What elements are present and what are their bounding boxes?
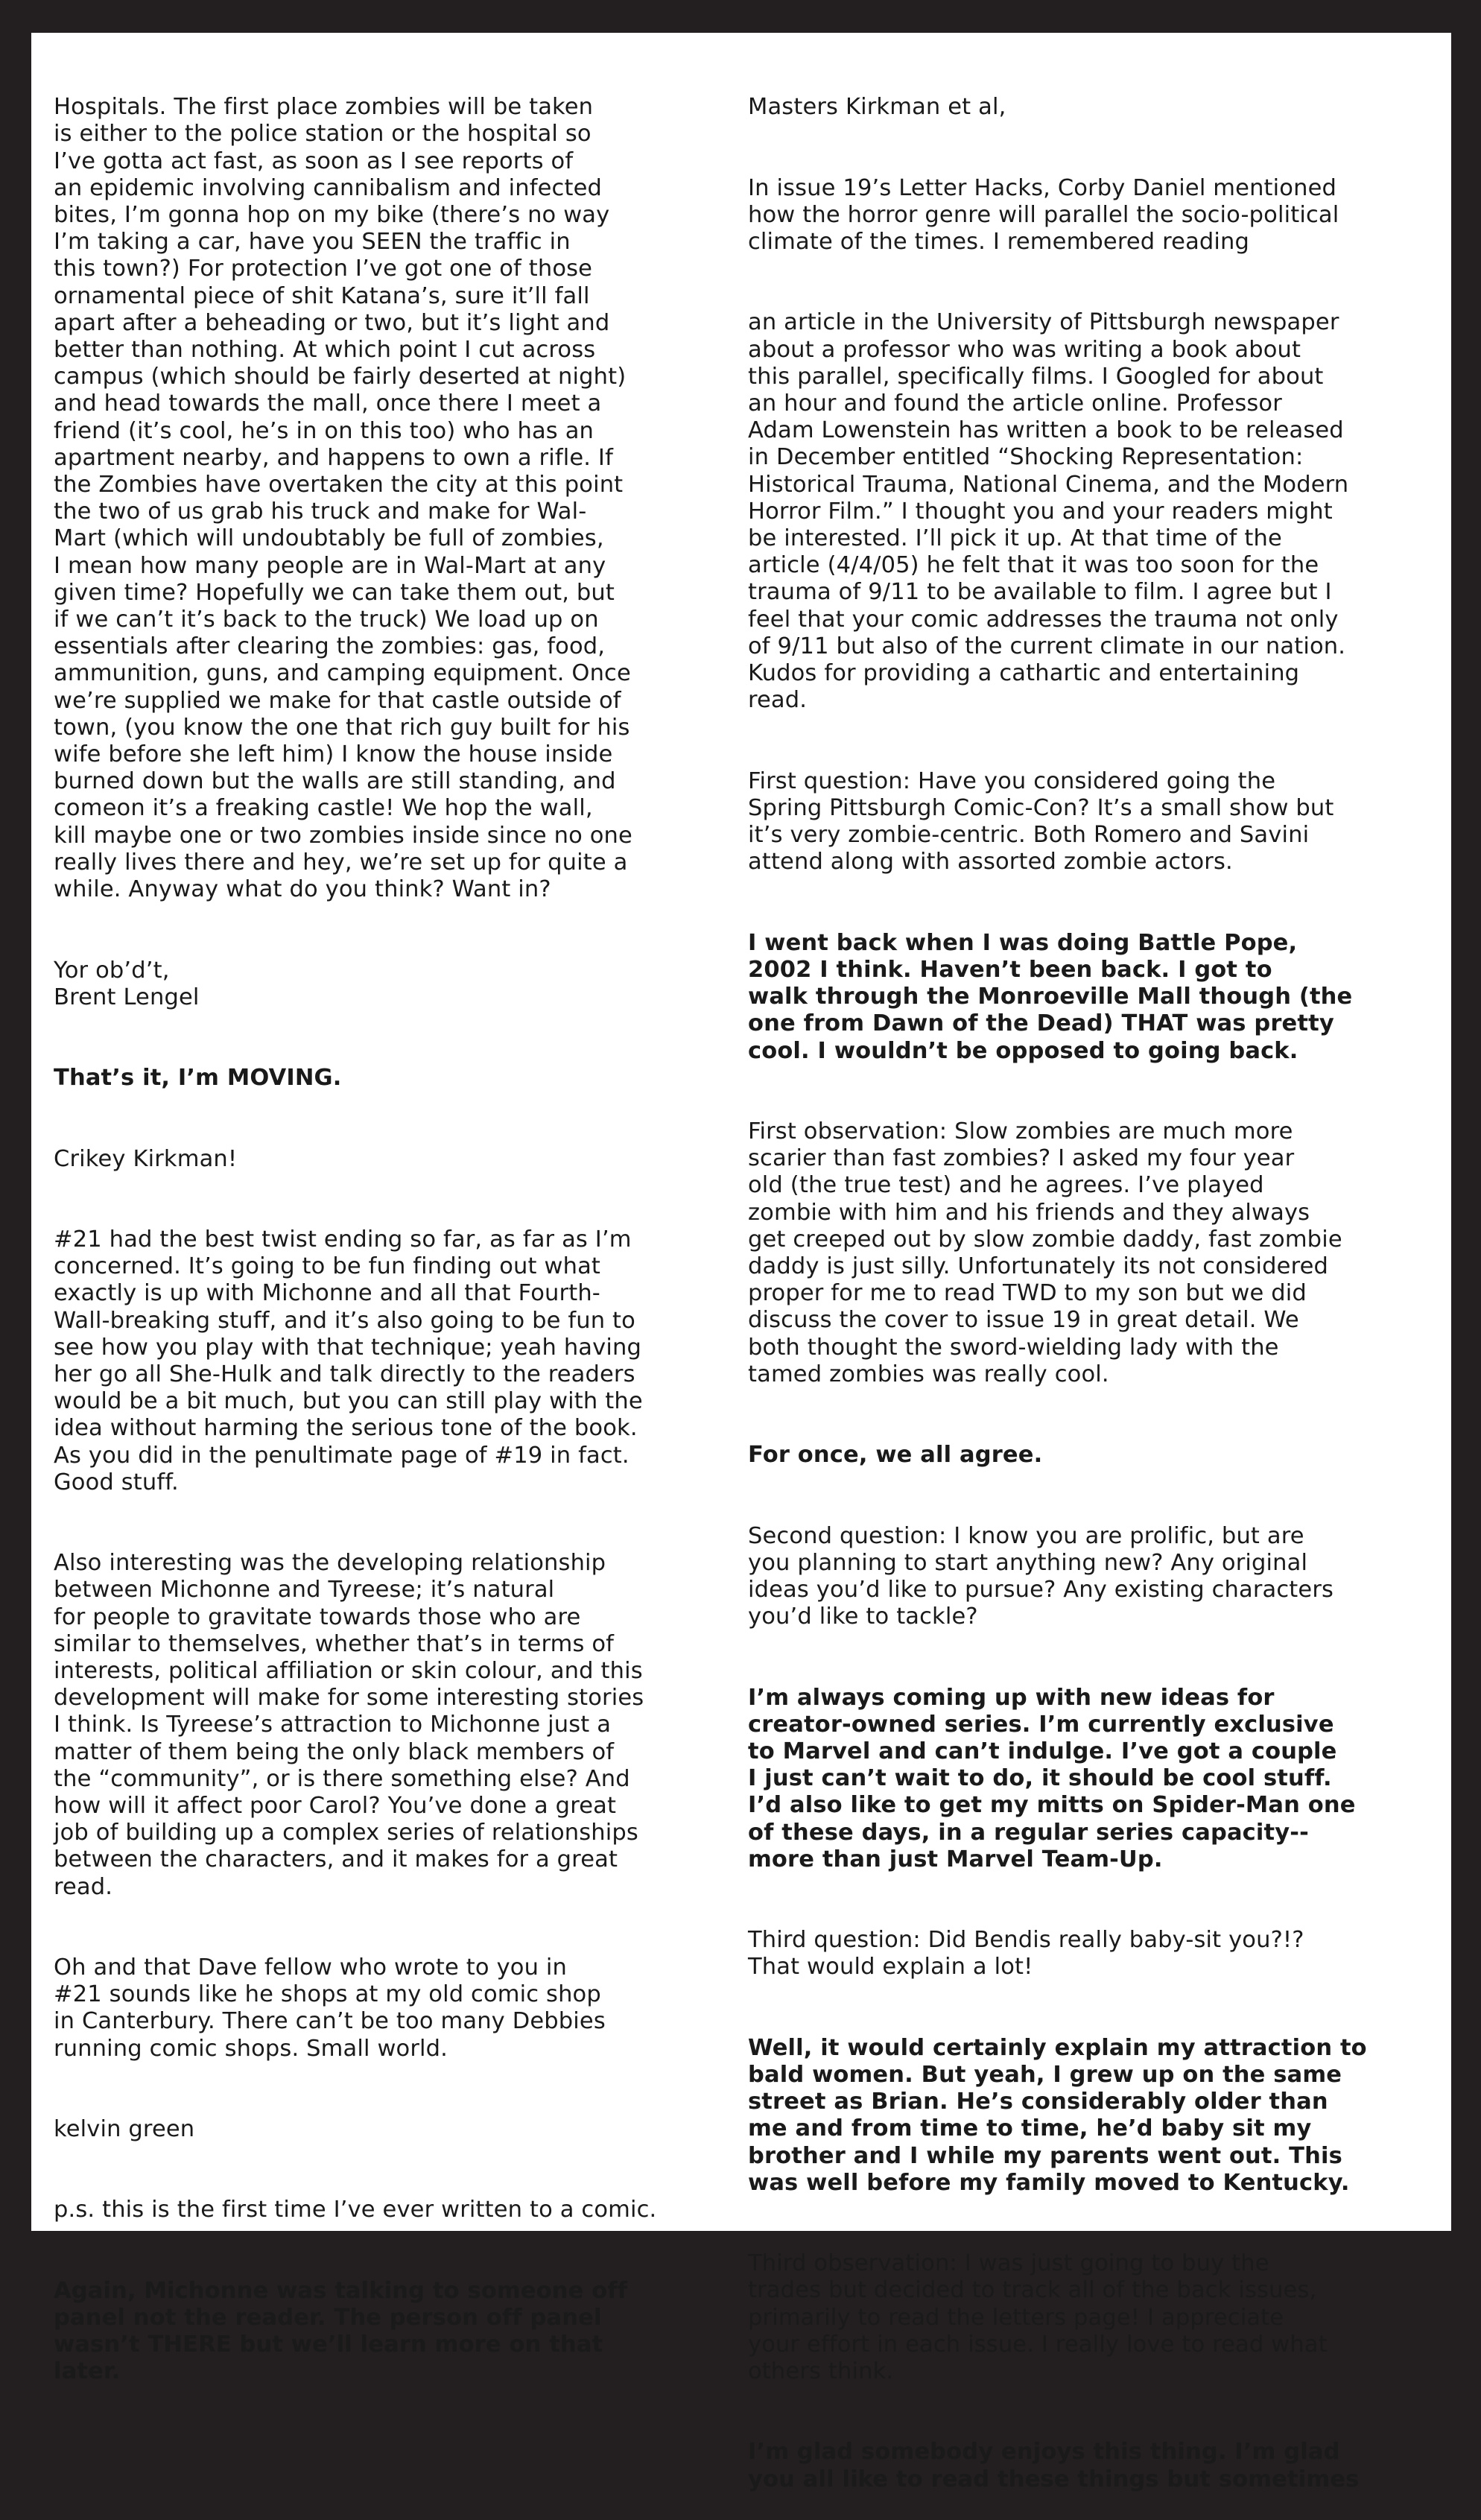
letter-observation: Third observation: I was just going to buy the trades but decided to track all of the back issues, primarily to read the letters page! I appreciate your effort in each issue. I really love to read what others think. — [748, 2250, 1328, 2385]
letter-question: First question: Have you considered going the Spring Pittsburgh Comic-Con? It’s a small show but it’s very zombie-centric. Both Romero and Savini attend along with assorted zombie actors. — [748, 767, 1334, 876]
letter-question: Third question: Did Bendis really baby-sit you?!? That would explain a lot! — [748, 1927, 1304, 1981]
editor-reply: I’m glad somebody enjoys this thing. I’m glad you all like to read these things but sometimes — [748, 2439, 1360, 2492]
letter-signature: kelvin green — [54, 2116, 195, 2143]
editor-reply: I’m always coming up with new ideas for creator-owned series. I’m currently exclusive to Marvel and can’t indulge. I’ve got a couple I just can’t wait to do, it should be cool stuff. I’d also like to get my mitts on Spider-Man one of these days, in a regular series capacity-- more than just Marvel Team-Up. — [748, 1684, 1356, 1872]
editor-reply: That’s it, I’m MOVING. — [54, 1065, 342, 1092]
editor-reply: I went back when I was doing Battle Pope, 2002 I think. Haven’t been back. I got to walk through the Monroeville Mall though (the one from Dawn of the Dead) THAT was pretty cool. I wouldn’t be opposed to going back. — [748, 929, 1353, 1064]
letter-paragraph: Oh and that Dave fellow who wrote to you in #21 sounds like he shops at my old comic shop in Canterbury. There can’t be too many Debbies running comic shops. Small world. — [54, 1954, 606, 2062]
editor-reply: Again, Michonne was talking to someone off panel not the reader. The person off panel wasn’t THERE but we’ll learn more on that later. — [54, 2277, 628, 2385]
letter-salutation: Crikey Kirkman! — [54, 1145, 238, 1172]
right-column — [748, 67, 1433, 2520]
letter-signature: Yor ob’d’t, Brent Lengel — [54, 957, 200, 1010]
left-column — [54, 67, 724, 2413]
letter-paragraph: Hospitals. The first place zombies will be taken is either to the police station or the hospital so I’ve gotta act fast, as soon as I see reports of an epidemic involving cannibalism and infected bites, I’m gonna hop on my bike (there’s no way I’m taking a car, have you SEEN the traffic in this town?) For protection I’ve got one of those ornamental piece of shit Katana’s, sure it’ll fall apart after a beheading or two, but it’s light and better than nothing. At which point I cut across campus (which should be fairly deserted at night) and head towards the mall, once there I meet a friend (it’s cool, he’s in on this too) who has an apartment nearby, and happens to own a rifle. If the Zombies have overtaken the city at this point the two of us grab his truck and make for Wal- Mart (which will undoubtably be full of zombies, I mean how many people are in Wal-Mart at any given time? Hopefully we can take them out, but if we can’t it’s back to the truck) We load up on essentials after clearing the zombies: gas, food, ammunition, guns, and camping equipment. Once we’re supplied we make for that castle outside of town, (you know the one that rich guy built for his wife before she left him) I know the house inside burned down but the walls are still standing, and comeon it’s a freaking castle! We hop the wall, kill maybe one or two zombies inside since no one really lives there and hey, we’re set up for quite a while. Anyway what do you think? Want in? — [54, 94, 632, 903]
letter-postscript: p.s. this is the first time I’ve ever written to a comic. — [54, 2197, 657, 2223]
editor-reply: For once, we all agree. — [748, 1442, 1043, 1469]
editor-reply: Well, it would certainly explain my attraction to bald women. But yeah, I grew up on the same street as Brian. He’s considerably older than me and from time to time, he’d baby sit my brother and I while my parents went out. This was well before my family moved to Kentucky. — [748, 2034, 1367, 2196]
letter-salutation: Masters Kirkman et al, — [748, 94, 1006, 121]
letter-question: Second question: I know you are prolific, but are you planning to start anything new? Any original ideas you’d like to pursue? Any existing characters you’d like to tackle? — [748, 1522, 1334, 1630]
letter-paragraph: In issue 19’s Letter Hacks, Corby Daniel mentioned how the horror genre will parallel the socio-political climate of the times. I remembered reading — [748, 174, 1339, 256]
letter-paragraph: an article in the University of Pittsburgh newspaper about a professor who was writing a book about this parallel, specifically films. I Googled for about an hour and found the article online. Professor Adam Lowenstein has written a book to be released in December entitled “Shocking Representation: Historical Trauma, National Cinema, and the Modern Horror Film.” I thought you and your readers might be interested. I’ll pick it up. At that time of the article (4/4/05) he felt that it was too soon for the trauma of 9/11 to be available to film. I agree but I feel that your comic addresses the trauma not only of 9/11 but also of the current climate in our nation. Kudos for providing a cathartic and entertaining read. — [748, 309, 1349, 714]
letter-observation: First observation: Slow zombies are much more scarier than fast zombies? I asked my four year old (the true test) and he agrees. I’ve played zombie with him and his friends and they always get creeped out by slow zombie daddy, fast zombie daddy is just silly. Unfortunately its not considered proper for me to read TWD to my son but we did discuss the cover to issue 19 in great detail. We both thought the sword-wielding lady with the tamed zombies was really cool. — [748, 1118, 1342, 1387]
letter-paragraph: #21 had the best twist ending so far, as far as I’m concerned. It’s going to be fun finding out what exactly is up with Michonne and all that Fourth- Wall-breaking stuff, and it’s also going to be fun to see how you play with that technique; yeah having her go all She-Hulk and talk directly to the readers would be a bit much, but you can still play with the idea without harming the serious tone of the book. As you did in the penultimate page of #19 in fact. Good stuff. — [54, 1226, 643, 1495]
letter-paragraph: Also interesting was the developing relationship between Michonne and Tyreese; it’s natural for people to gravitate towards those who are similar to themselves, whether that’s in terms of interests, political affiliation or skin colour, and this development will make for some interesting stories I think. Is Tyreese’s attraction to Michonne just a matter of them being the only black members of the “community”, or is there something else? And how will it affect poor Carol? You’ve done a great job of building up a complex series of relationships between the characters, and it makes for a great read. — [54, 1550, 644, 1900]
letters-page — [31, 33, 1451, 2492]
